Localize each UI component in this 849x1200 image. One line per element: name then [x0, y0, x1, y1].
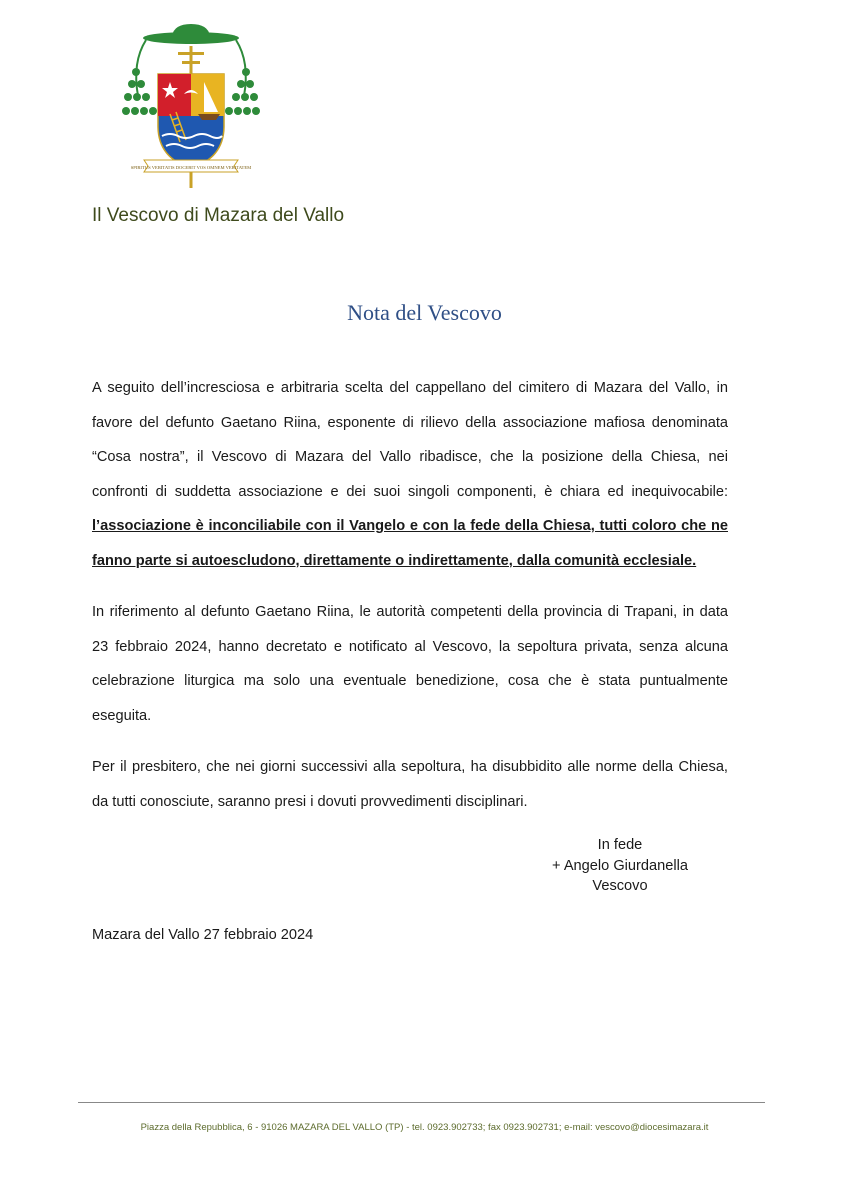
signature-closing: In fede — [597, 837, 643, 853]
signature-name: + Angelo Giurdanella — [552, 857, 688, 874]
paragraph-1-emphasis: l’associazione è inconciliabile con il Vangelo e con la fede della Chiesa, tutti coloro che ne fanno parte si autoescludono, direttamente o indirettamente, dalla comunità ecclesiale. — [92, 518, 728, 569]
signature-block — [550, 835, 690, 897]
paragraph-1 — [92, 371, 728, 578]
paragraph-3: Per il presbitero, che nei giorni successivi alla sepoltura, ha disubbidito alle norme della Chiesa, da tutti conosciute, saranno presi i dovuti provvedimenti disciplinari. — [92, 759, 728, 810]
document-body — [92, 371, 728, 836]
document-title: Nota del Vescovo — [347, 300, 502, 325]
paragraph-2: In riferimento al defunto Gaetano Riina, le autorità competenti della provincia di Trapani, in data 23 febbraio 2024, hanno decretato e notificato al Vescovo, la sepoltura privata, senza alcuna celebrazione liturgica ma solo una eventuale benedizione, cosa che è stata puntualmente eseguita. — [92, 604, 728, 724]
date-line: Mazara del Vallo 27 febbraio 2024 — [92, 927, 314, 943]
diocese-coat-of-arms — [118, 22, 264, 190]
footer-address: Piazza della Repubblica, 6 - 91026 MAZARA DEL VALLO (TP) - tel. 0923.902733; fax 0923.902731; e-mail: vescovo@diocesimazara.it — [140, 1122, 709, 1133]
svg-text:SPIRITUS VERITATIS DOCEBIT VOS: SPIRITUS VERITATIS DOCEBIT VOS OMNEM VERITATEM — [130, 165, 252, 170]
signature-role: Vescovo — [592, 878, 648, 894]
letterhead-sender: Il Vescovo di Mazara del Vallo — [92, 205, 345, 226]
paragraph-1-intro: A seguito dell’incresciosa e arbitraria scelta del cappellano del cimitero di Mazara del Vallo, in favore del defunto Gaetano Riina, esponente di rilievo della associazione mafiosa denominata “Cosa nostra”, il Vescovo di Mazara del Vallo ribadisce, che la posizione della Chiesa, nei confronti di suddetta associazione e dei suoi singoli componenti, è chiara ed inequivocabile: — [92, 380, 728, 500]
footer-divider — [78, 1102, 765, 1103]
